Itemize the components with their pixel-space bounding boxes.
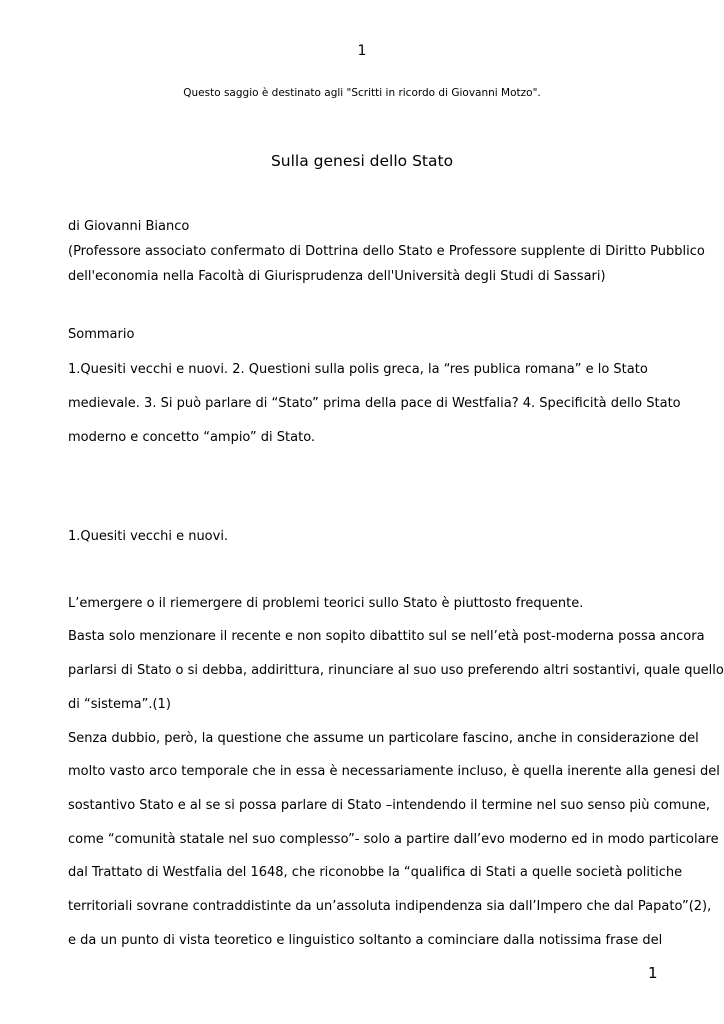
body-line: di “sistema”.(1) [68,697,171,712]
summary-line: moderno e concetto “ampio” di Stato. [68,430,316,445]
author-affiliation-line-1: (Professore associato confermato di Dottrina dello Stato e Professore supplente di Diritto Pubblico [68,244,705,259]
body-line: parlarsi di Stato o si debba, addirittura, rinunciare al suo uso preferendo altri sostantivi, quale quello [68,663,724,678]
body-line: sostantivo Stato e al se si possa parlare di Stato –intendendo il termine nel suo senso più comune, [68,798,711,813]
dedication-note: Questo saggio è destinato agli "Scritti in ricordo di Giovanni Motzo". [183,87,541,99]
header-page-number: 1 [357,43,367,59]
body-line: L’emergere o il riemergere di problemi teorici sullo Stato è piuttosto frequente. [68,596,584,611]
body-line: Senza dubbio, però, la questione che assume un particolare fascino, anche in considerazione del [68,731,699,746]
section-heading: 1.Quesiti vecchi e nuovi. [68,529,229,544]
summary-line: medievale. 3. Si può parlare di “Stato” prima della pace di Westfalia? 4. Specificità dello Stato [68,396,681,411]
body-line: dal Trattato di Westfalia del 1648, che riconobbe la “qualifica di Stati a quelle società politiche [68,865,683,880]
body-line: e da un punto di vista teoretico e linguistico soltanto a cominciare dalla notissima frase del [68,933,663,948]
summary-line: 1.Quesiti vecchi e nuovi. 2. Questioni sulla polis greca, la “res publica romana” e lo Stato [68,362,648,377]
body-line: come “comunità statale nel suo complesso”- solo a partire dall’evo moderno ed in modo particolare [68,832,719,847]
body-line: territoriali sovrane contraddistinte da un’assoluta indipendenza sia dall’Impero che dal Papato”(2), [68,899,712,914]
document-title: Sulla genesi dello Stato [270,152,454,170]
footer-page-number: 1 [648,964,658,982]
author-byline: di Giovanni Bianco [68,219,190,234]
author-affiliation-line-2: dell'economia nella Facoltà di Giurisprudenza dell'Università degli Studi di Sassari) [68,269,606,284]
body-line: Basta solo menzionare il recente e non sopito dibattito sul se nell’età post-moderna possa ancora [68,629,705,644]
body-line: molto vasto arco temporale che in essa è necessariamente incluso, è quella inerente alla genesi del [68,764,720,779]
summary-heading: Sommario [68,327,135,342]
